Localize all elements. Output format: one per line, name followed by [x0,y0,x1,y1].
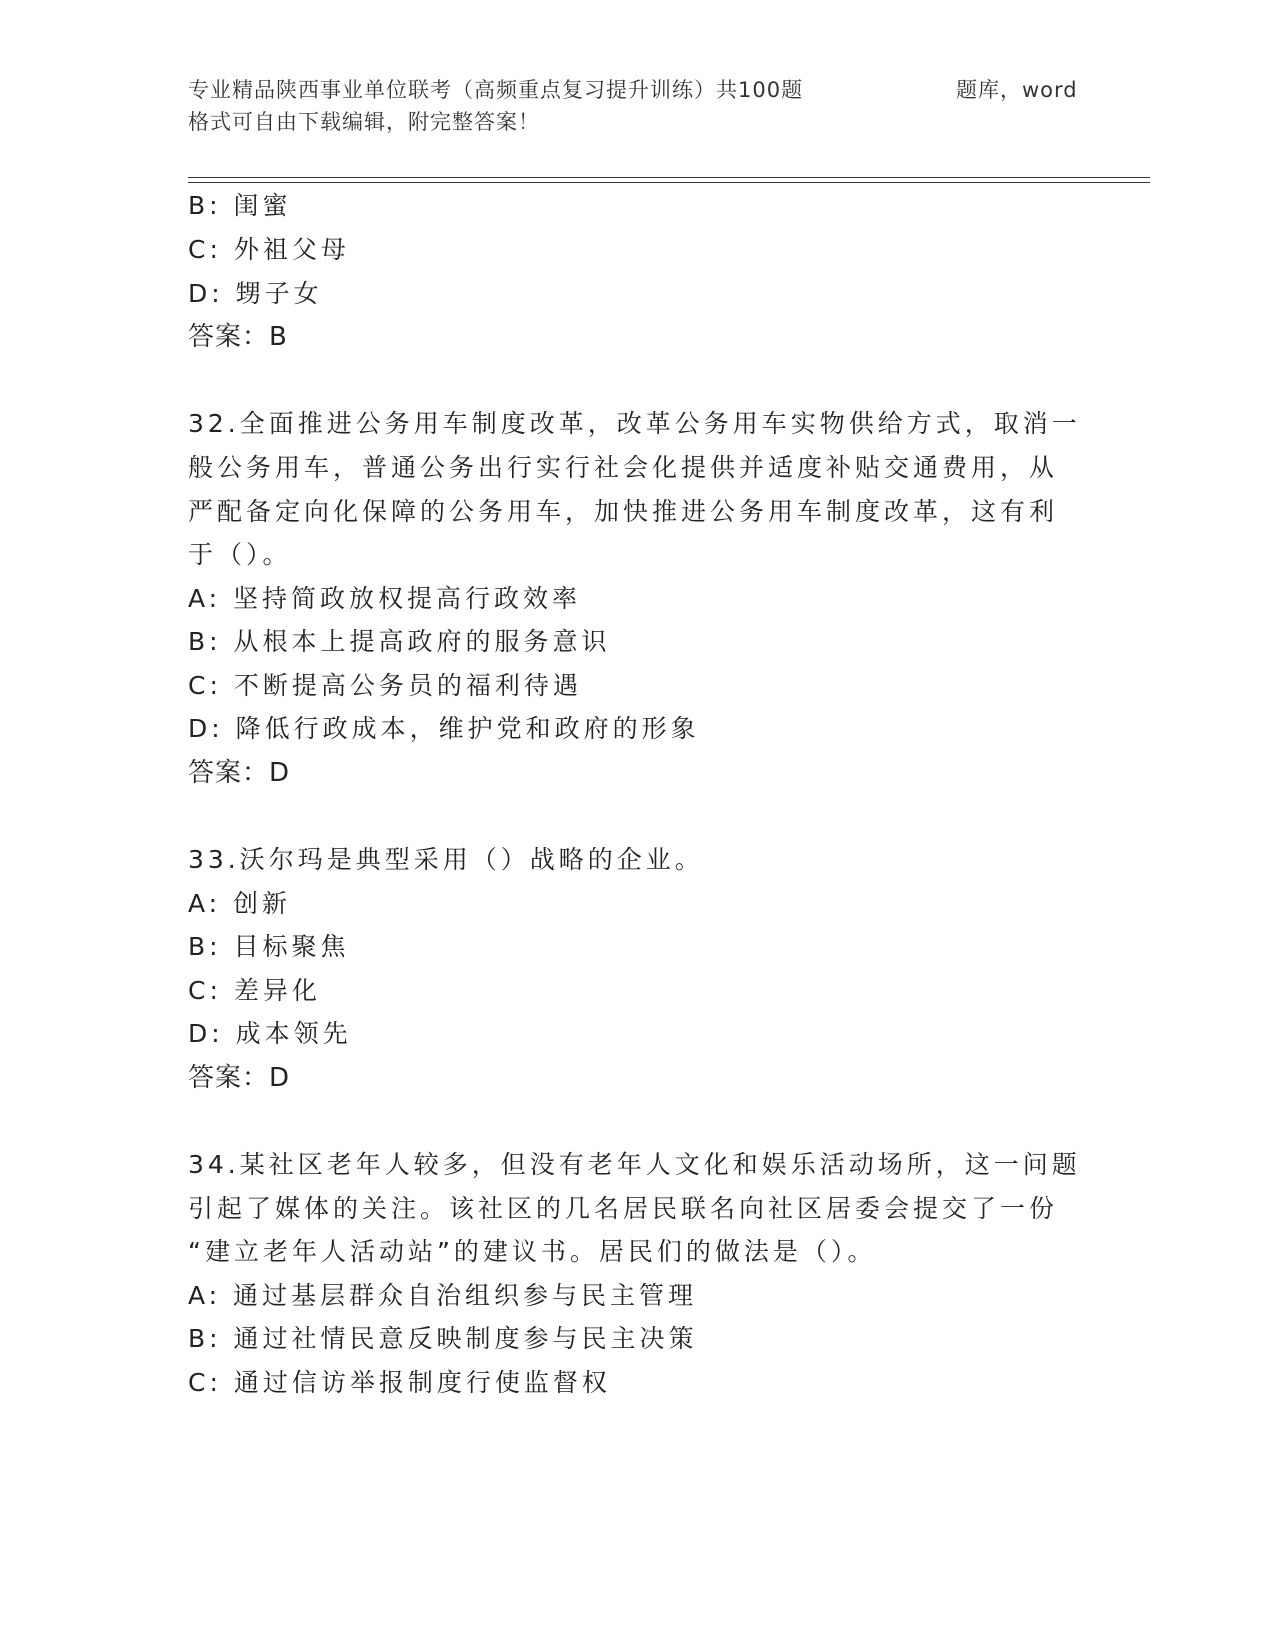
option-line: C: 通过信访举报制度行使监督权 [188,1368,611,1397]
question-text-line: “建立老年人活动站”的建议书。居民们的做法是（）。 [188,1237,877,1266]
page-header [188,74,1088,138]
answer-line: 答案：D [188,1063,291,1093]
question-text-line: 引起了媒体的关注。该社区的几名居民联名向社区居委会提交了一份 [188,1194,1059,1223]
question-text-line: 33.沃尔玛是典型采用（）战略的企业。 [188,845,704,874]
option-line: D: 甥子女 [188,279,323,308]
option-line: C: 不断提高公务员的福利待遇 [188,671,582,700]
option-line: B: 从根本上提高政府的服务意识 [188,627,611,656]
question-text-line: 于（）。 [188,540,292,569]
option-line: B: 闺蜜 [188,191,292,220]
header-rule-bottom [188,182,1150,183]
header-line-1 [188,74,1088,106]
question-text-line: 34.某社区老年人较多，但没有老年人文化和娱乐活动场所，这一问题 [188,1150,1081,1179]
option-line: C: 差异化 [188,976,321,1005]
answer-line: 答案：B [188,322,288,352]
question-text-line: 严配备定向化保障的公务用车，加快推进公务用车制度改革，这有利 [188,497,1059,526]
option-line: A: 坚持简政放权提高行政效率 [188,584,582,613]
header-title: 专业精品陕西事业单位联考（高频重点复习提升训练）共100题 [188,78,804,102]
option-line: A: 通过基层群众自治组织参与民主管理 [188,1281,698,1310]
question-text-line: 般公务用车，普通公务出行实行社会化提供并适度补贴交通费用，从 [188,453,1059,482]
option-line: C: 外祖父母 [188,235,350,264]
option-line: A: 创新 [188,889,292,918]
header-rule-top [188,177,1150,178]
option-line: D: 成本领先 [188,1019,352,1048]
question-text-line: 32.全面推进公务用车制度改革，改革公务用车实物供给方式，取消一 [188,409,1081,438]
option-line: B: 通过社情民意反映制度参与民主决策 [188,1324,698,1353]
header-title-tail: 题库，word [956,78,1078,102]
option-line: B: 目标聚焦 [188,932,350,961]
answer-line: 答案：D [188,758,291,788]
header-line-2: 格式可自由下载编辑，附完整答案！ [188,110,540,134]
option-line: D: 降低行政成本，维护党和政府的形象 [188,714,700,743]
